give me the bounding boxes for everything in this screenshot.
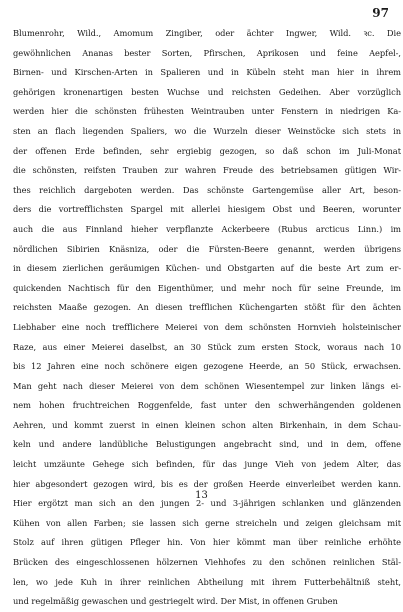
text-line: hier abgesondert gezogen wird, bis es der großen Heerde einverleibet werden kann.: [13, 478, 401, 489]
text-line: in diesem zierlichen geräumigen Küchen- und Obstgarten auf die beste Art zum er-: [13, 263, 401, 274]
text-line: Raze, aus einer Meierei daselbst, an 30 Stück zum ersten Stock, woraus nach 10: [13, 341, 401, 352]
text-line: Birnen- und Kirschen-Arten in Spalieren und in Kübeln steht man hier in ihrem: [13, 67, 401, 78]
text-line: Liebhaber eine noch trefflichere Meierei von dem schönsten Hornvieh holsteinischer: [13, 321, 401, 332]
text-line: thes reichlich dargeboten werden. Das schönste Gartengemüse aller Art, beson-: [13, 184, 401, 195]
text-line: gehörigen kronenartigen besten Wuchse und reichsten Gedeihen. Aber vorzüglich: [13, 86, 401, 97]
text-line: Brücken des eingeschlossenen hölzernen Viehhofes zu den schönen reinlichen Stäl-: [13, 557, 401, 568]
page-number: 97: [372, 6, 389, 20]
text-line: len, wo jede Kuh in ihrer reinlichen Abtheilung mit ihrem Futterbehältniß steht,: [13, 576, 401, 587]
body-text: [13, 24, 401, 612]
text-line: auch die aus Finnland hieher verpflanzte Ackerbeere (Rubus arcticus Linn.) im: [13, 223, 401, 234]
text-line: Stolz auf ihren gütigen Pfleger hin. Von hier kömmt man über reinliche erhöhte: [13, 537, 401, 548]
text-line: Hier ergötzt man sich an den jungen 2- und 3-jährigen schlanken und glänzenden: [13, 498, 401, 509]
text-line: Blumenrohr, Wild., Amomum Zingiber, oder ächter Ingwer, Wild. ꝛc. Die: [13, 28, 401, 38]
text-line: leicht umzäunte Gehege sich befinden, für das junge Vieh von jedem Alter, das: [13, 459, 401, 470]
text-line: sten an flach liegenden Spaliers, wo die Wurzeln dieser Weinstöcke sich stets in: [13, 125, 401, 136]
text-line: die schönsten, reifsten Trauben zur wahren Freude des betriebsamen gütigen Wir-: [13, 165, 401, 176]
text-line: bis 12 Jahren eine noch schönere eigen gezogene Heerde, an 50 Stück, erwachsen.: [13, 361, 401, 372]
text-line: nördlichen Sibirien Knäsniza, oder die Fürsten-Beere genannt, werden übrigens: [13, 243, 401, 254]
text-line: keln und andere landübliche Belustigungen angebracht sind, und in dem, offene: [13, 439, 401, 450]
signature-mark: 13: [195, 490, 208, 501]
text-line: Kühen von allen Farben; sie lassen sich gerne streicheln und zeigen gleichsam mit: [13, 517, 401, 528]
text-line: gewöhnlichen Ananas bester Sorten, Pfirschen, Aprikosen und feine Aepfel-,: [13, 47, 401, 58]
text-line: ders die vortrefflichsten Spargel mit allerlei hiesigem Obst und Beeren, worunter: [13, 204, 401, 215]
text-line: Aehren, und kommt zuerst in einen kleinen schon alten Birkenhain, in dem Schau-: [13, 419, 401, 430]
text-line: werden hier die schönsten frühesten Weintrauben unter Fenstern in niedrigen Ka-: [13, 106, 401, 117]
text-line: und regelmäßig gewaschen und gestriegelt wird. Der Mist, in offenen Gruben: [13, 596, 338, 607]
text-line: reichsten Maaße gezogen. An diesen trefflichen Küchengarten stößt für den ächten: [13, 302, 401, 313]
text-line: quickenden Nachtisch für den Eigenthümer, und mehr noch für seine Freunde, im: [13, 282, 401, 293]
text-line: Man geht nach dieser Meierei von dem schönen Wiesentempel zur linken längs ei-: [13, 380, 401, 391]
text-line: der offenen Erde befinden, sehr ergiebig gezogen, so daß schon im Juli-Monat: [13, 145, 401, 156]
text-line: nem hohen fruchtreichen Roggenfelde, fast unter den schwerhängenden goldenen: [13, 400, 401, 411]
